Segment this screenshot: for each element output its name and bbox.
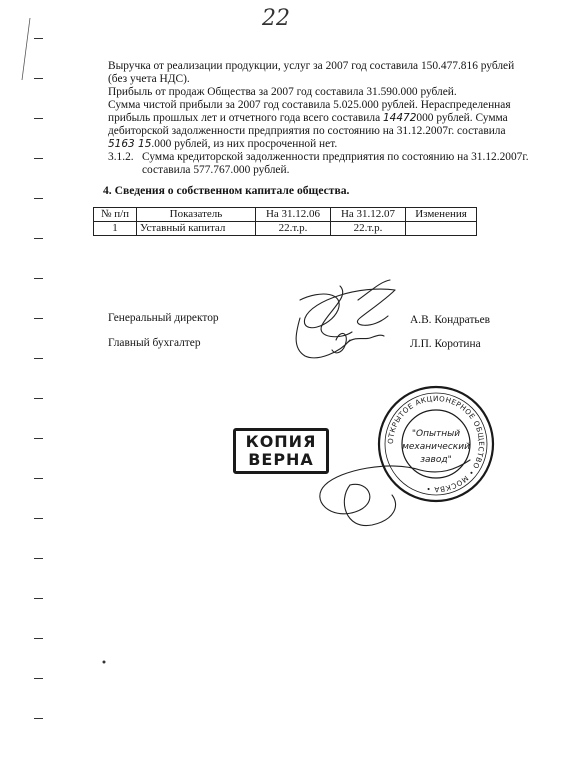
receivables-text-b: .000 рублей, из них просроченной нет. — [151, 138, 338, 150]
payables-number: 3.1.2. — [108, 151, 134, 163]
accountant-title: Главный бухгалтер — [108, 337, 201, 349]
table-cell: 22.т.р. — [256, 222, 331, 236]
sales-profit-line: Прибыль от продаж Общества за 2007 год составила 31.590.000 рублей. — [108, 86, 457, 98]
seal-inner-line-2: механический — [402, 442, 470, 452]
table-cell: 1 — [94, 222, 137, 236]
header-cell: На 31.12.07 — [331, 208, 406, 222]
director-name: А.В. Кондратьев — [410, 314, 491, 326]
net-profit-line-1: Сумма чистой прибыли за 2007 год составила 5.025.000 рублей. Нераспределенная — [108, 99, 511, 111]
payables-line-2: составила 577.767.000 рублей. — [142, 164, 290, 176]
table-cell: Уставный капитал — [137, 222, 256, 236]
revenue-line-2: (без учета НДС). — [108, 73, 190, 85]
receivables-line-1: дебиторской задолженности предприятия по состоянию на 31.12.2007г. составила — [108, 125, 506, 137]
stamp-line-2: ВЕРНА — [248, 450, 314, 469]
seal-inner-line-3: завод" — [420, 455, 452, 465]
table-cell: 22.т.р. — [331, 222, 406, 236]
header-cell: Показатель — [137, 208, 256, 222]
net-profit-text-a: прибыль прошлых лет и отчетного года всего составила — [108, 112, 383, 124]
director-signature — [296, 280, 395, 358]
header-cell: № п/п — [94, 208, 137, 222]
accountant-name: Л.П. Коротина — [410, 338, 481, 350]
header-cell: Изменения — [406, 208, 477, 222]
director-title: Генеральный директор — [108, 312, 219, 324]
handwritten-amount: 5163 15 — [108, 138, 152, 150]
page-number: 22 — [262, 6, 290, 31]
binding-scratch — [22, 18, 30, 80]
net-profit-text-b: 000 рублей. Сумма — [416, 112, 508, 124]
section-heading: 4. Сведения о собственном капитале общества. — [103, 184, 350, 197]
round-seal — [379, 387, 493, 501]
payables-line-1: Сумма кредиторской задолженности предприятия по состоянию на 31.12.2007г. — [142, 151, 529, 163]
revenue-line-1: Выручка от реализации продукции, услуг за 2007 год составила 150.477.816 рублей — [108, 60, 515, 72]
stray-mark — [103, 661, 106, 664]
handwritten-amount: 14472 — [383, 112, 417, 124]
seal-signature — [320, 460, 470, 526]
seal-outer-text: ОТКРЫТОЕ АКЦИОНЕРНОЕ ОБЩЕСТВО • МОСКВА • — [385, 393, 487, 495]
stamp-line-1: КОПИЯ — [245, 432, 317, 451]
seal-inner-line-1: "Опытный — [411, 429, 461, 439]
header-cell: На 31.12.06 — [256, 208, 331, 222]
